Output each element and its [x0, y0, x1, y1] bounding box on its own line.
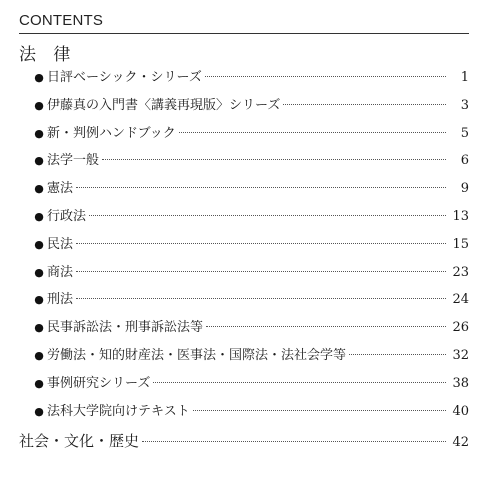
toc-main-entry-page: 42 [452, 435, 469, 451]
toc-entry-label: 行政法 [47, 208, 87, 224]
bullet-icon: ● [34, 126, 44, 140]
bullet-icon: ● [34, 209, 44, 223]
toc-entry[interactable] [19, 402, 469, 430]
toc-entry-label: 日評ベーシック・シリーズ [47, 70, 202, 85]
toc-entry[interactable] [19, 290, 469, 318]
bullet-icon: ● [34, 182, 44, 196]
toc-entry[interactable] [19, 124, 469, 152]
toc-entry-page: 38 [452, 375, 469, 391]
dot-leader [206, 326, 446, 327]
toc-entry-page: 9 [460, 181, 469, 197]
dot-leader [76, 298, 446, 299]
page-title: CONTENTS [19, 12, 104, 29]
bullet-icon: ● [34, 404, 44, 418]
toc-entry[interactable] [19, 346, 469, 374]
dot-leader [349, 354, 446, 355]
toc-entry[interactable] [19, 179, 469, 207]
toc-entry-label: 労働法・知的財産法・医事法・国際法・法社会学等 [47, 347, 347, 363]
toc-entry-page: 3 [460, 97, 469, 113]
dot-leader [76, 271, 446, 272]
toc-entry-page: 40 [452, 403, 469, 419]
dot-leader [193, 410, 446, 411]
bullet-icon: ● [34, 293, 44, 307]
toc-entry-label: 民事訴訟法・刑事訴訟法等 [47, 320, 204, 336]
toc-entry[interactable] [19, 207, 469, 235]
toc-entry-page: 6 [460, 153, 469, 169]
toc-entry[interactable] [19, 235, 469, 263]
toc-entry-label: 法学一般 [47, 153, 100, 169]
toc-entry-page: 1 [460, 70, 469, 85]
toc-entry-label: 法科大学院向けテキスト [47, 403, 190, 419]
toc-entry-page: 32 [452, 347, 469, 363]
toc-list [19, 68, 469, 459]
toc-main-entry-label: 社会・文化・歴史 [19, 432, 140, 451]
bullet-icon: ● [34, 98, 44, 112]
toc-entry-label: 憲法 [47, 181, 74, 197]
dot-leader [76, 187, 446, 188]
dot-leader [89, 215, 446, 216]
toc-entry-label: 事例研究シリーズ [47, 375, 151, 391]
dot-leader [283, 104, 446, 105]
bullet-icon: ● [34, 348, 44, 362]
bullet-icon: ● [34, 71, 44, 84]
toc-entry-page: 13 [452, 208, 469, 224]
dot-leader [153, 382, 446, 383]
toc-entry-page: 23 [452, 264, 469, 280]
toc-entry-label: 伊藤真の入門書〈講義再現版〉シリーズ [47, 97, 281, 113]
contents-header [19, 11, 469, 34]
toc-entry-page: 5 [460, 125, 469, 141]
dot-leader [205, 76, 446, 77]
toc-entry-label: 商法 [47, 264, 74, 280]
dot-leader [179, 132, 446, 133]
bullet-icon: ● [34, 154, 44, 168]
bullet-icon: ● [34, 376, 44, 390]
toc-entry[interactable] [19, 374, 469, 402]
dot-leader [76, 243, 446, 244]
bullet-icon: ● [34, 321, 44, 335]
toc-entry-page: 24 [452, 292, 469, 308]
dot-leader [102, 159, 446, 160]
section-heading-law: 法 律 [19, 45, 77, 65]
toc-entry-page: 26 [452, 320, 469, 336]
toc-entry[interactable] [19, 318, 469, 346]
bullet-icon: ● [34, 237, 44, 251]
toc-entry-label: 新・判例ハンドブック [47, 125, 176, 141]
toc-entry[interactable] [19, 96, 469, 124]
toc-entry-label: 民法 [47, 236, 74, 252]
toc-entry[interactable] [19, 68, 469, 96]
toc-entry-label: 刑法 [47, 292, 74, 308]
toc-entry[interactable] [19, 263, 469, 291]
dot-leader [142, 441, 446, 442]
toc-main-entry[interactable] [19, 431, 469, 459]
toc-entry-page: 15 [452, 236, 469, 252]
toc-entry[interactable] [19, 151, 469, 179]
bullet-icon: ● [34, 265, 44, 279]
